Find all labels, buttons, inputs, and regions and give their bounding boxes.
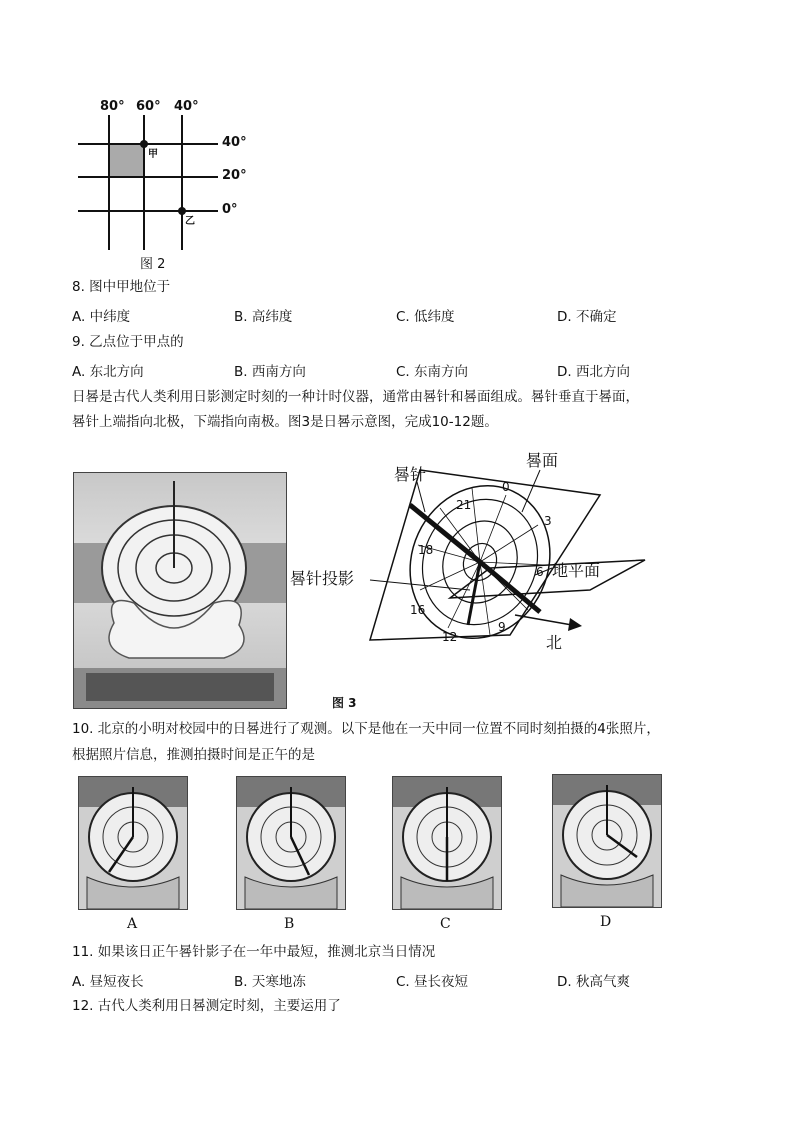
sundial-photo-c [392, 776, 502, 910]
sundial-photo [73, 472, 287, 709]
dial-number: 6 [536, 565, 544, 579]
photo-label-a: A [127, 916, 138, 932]
figure-3-caption: 图 3 [332, 696, 357, 710]
point-jia-marker [140, 140, 148, 148]
dial-number: 18 [418, 543, 434, 557]
q8-option-d: D. 不确定 [557, 309, 617, 325]
sundial-photo-a [78, 776, 188, 910]
q12-stem: 12. 古代人类利用日晷测定时刻，主要运用了 [72, 998, 341, 1014]
point-yi-label: 乙 [185, 216, 195, 227]
lat-label-20: 20° [222, 168, 247, 183]
figure-2 [70, 95, 270, 270]
q11-option-d: D. 秋高气爽 [557, 974, 630, 990]
lon-label-60: 60° [136, 99, 161, 114]
shaded-area [109, 144, 144, 177]
sundial-photo-illustration [74, 473, 286, 708]
dial-face-plane [370, 470, 600, 640]
lat-label-40: 40° [222, 135, 247, 150]
q8-option-a: A. 中纬度 [72, 309, 131, 325]
label-shadow: 晷针投影 [290, 569, 355, 588]
q9-option-d: D. 西北方向 [557, 364, 630, 380]
q10-line-2: 根据照片信息，推测拍摄时间是正午的是 [72, 747, 315, 763]
photo-label-c: C [440, 916, 451, 932]
q11-option-b: B. 天寒地冻 [234, 974, 306, 990]
dial-number: 12 [442, 630, 458, 644]
lon-label-80: 80° [100, 99, 125, 114]
dial-number: 16 [410, 603, 426, 617]
photo-label-d: D [600, 914, 612, 930]
lon-label-40: 40° [174, 99, 199, 114]
dial-number: 0 [502, 480, 510, 494]
q11-option-a: A. 昼短夜长 [72, 974, 144, 990]
label-face: 晷面 [526, 451, 559, 470]
q8-option-c: C. 低纬度 [396, 309, 455, 325]
figure-2-caption: 图 2 [140, 257, 166, 272]
sundial-photo-b [236, 776, 346, 910]
q8-option-b: B. 高纬度 [234, 309, 293, 325]
q9-option-c: C. 东南方向 [396, 364, 469, 380]
sundial-photo-d [552, 774, 662, 908]
q9-option-a: A. 东北方向 [72, 364, 144, 380]
sundial-diagram [290, 440, 650, 710]
q9-stem: 9. 乙点位于甲点的 [72, 334, 184, 350]
q8-stem: 8. 图中甲地位于 [72, 279, 171, 295]
passage-line-2: 晷针上端指向北极，下端指向南极。图3是日晷示意图，完成10-12题。 [72, 414, 498, 430]
north-arrow-icon [568, 618, 582, 631]
dial-number: 3 [544, 514, 552, 528]
passage-line-1: 日晷是古代人类利用日影测定时刻的一种计时仪器，通常由晷针和晷面组成。晷针垂直于晷面， [72, 389, 639, 405]
q10-line-1: 10. 北京的小明对校园中的日晷进行了观测。以下是他在一天中同一位置不同时刻拍摄的4张照片， [72, 721, 660, 737]
label-needle: 晷针 [394, 465, 427, 484]
dial-number: 9 [498, 620, 506, 634]
dial-number: 21 [456, 498, 472, 512]
lat-label-0: 0° [222, 202, 238, 217]
q9-option-b: B. 西南方向 [234, 364, 306, 380]
label-horizon: 地平面 [552, 561, 601, 580]
q11-option-c: C. 昼长夜短 [396, 974, 469, 990]
photo-label-b: B [284, 916, 295, 932]
q11-stem: 11. 如果该日正午晷针影子在一年中最短，推测北京当日情况 [72, 944, 436, 960]
label-north: 北 [546, 633, 563, 652]
point-jia-label: 甲 [148, 149, 158, 160]
